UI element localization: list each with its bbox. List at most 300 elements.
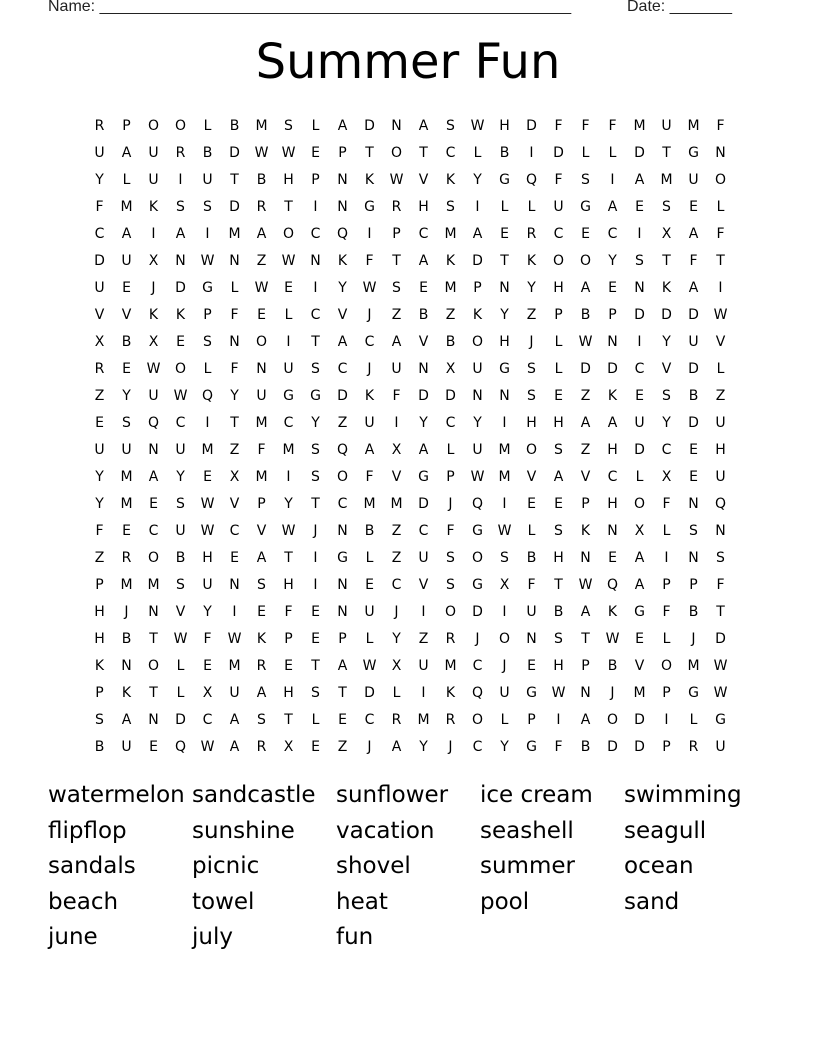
grid-letter: F: [230, 360, 239, 377]
grid-letter: B: [202, 144, 213, 161]
grid-letter: B: [580, 306, 591, 323]
grid-letter: M: [498, 468, 511, 485]
grid-letter: G: [688, 684, 699, 701]
grid-letter: N: [580, 684, 591, 701]
grid-letter: X: [661, 225, 672, 242]
grid-letter: E: [419, 279, 428, 296]
grid-letter: U: [661, 117, 672, 134]
word-bank-item: sandals: [48, 853, 136, 880]
grid-letter: Y: [527, 279, 536, 296]
grid-letter: E: [635, 630, 644, 647]
grid-letter: N: [337, 576, 348, 593]
grid-letter: J: [529, 333, 534, 350]
grid-letter: T: [311, 657, 320, 674]
grid-letter: N: [256, 360, 267, 377]
grid-letter: G: [364, 198, 375, 215]
grid-letter: E: [635, 387, 644, 404]
grid-letter: O: [552, 252, 565, 269]
grid-letter: D: [661, 306, 672, 323]
grid-letter: U: [688, 333, 699, 350]
grid-letter: A: [688, 279, 699, 296]
grid-letter: R: [526, 225, 537, 242]
grid-letter: N: [688, 495, 699, 512]
grid-letter: A: [580, 414, 591, 431]
grid-letter: E: [176, 333, 185, 350]
grid-letter: W: [362, 279, 377, 296]
grid-letter: E: [122, 360, 131, 377]
grid-letter: A: [391, 333, 402, 350]
grid-letter: F: [554, 117, 563, 134]
grid-letter: X: [229, 468, 240, 485]
grid-letter: N: [499, 387, 510, 404]
grid-letter: M: [417, 711, 430, 728]
grid-letter: W: [254, 144, 269, 161]
grid-letter: P: [338, 144, 347, 161]
grid-letter: W: [281, 252, 296, 269]
grid-letter: O: [336, 468, 349, 485]
grid-letter: L: [662, 522, 671, 539]
grid-letter: A: [580, 711, 591, 728]
grid-letter: F: [608, 117, 617, 134]
grid-letter: A: [337, 333, 348, 350]
grid-letter: N: [391, 117, 402, 134]
grid-letter: I: [556, 711, 561, 728]
grid-letter: Z: [580, 387, 591, 404]
grid-letter: M: [147, 576, 160, 593]
grid-letter: M: [363, 495, 376, 512]
grid-letter: U: [472, 441, 483, 458]
grid-letter: X: [202, 684, 213, 701]
grid-letter: O: [633, 495, 646, 512]
grid-letter: K: [175, 306, 186, 323]
grid-letter: A: [391, 738, 402, 755]
grid-letter: K: [445, 252, 456, 269]
grid-letter: U: [634, 414, 645, 431]
grid-letter: E: [284, 657, 293, 674]
grid-letter: Y: [662, 333, 671, 350]
grid-letter: V: [175, 603, 186, 620]
grid-letter: D: [364, 684, 375, 701]
grid-letter: I: [637, 333, 642, 350]
grid-letter: S: [446, 198, 455, 215]
grid-letter: E: [257, 603, 266, 620]
grid-letter: V: [418, 333, 429, 350]
grid-letter: Y: [176, 468, 185, 485]
grid-letter: M: [228, 225, 241, 242]
grid-letter: M: [120, 495, 133, 512]
grid-letter: F: [581, 117, 590, 134]
grid-letter: K: [661, 279, 672, 296]
grid-letter: B: [607, 657, 618, 674]
grid-letter: I: [718, 279, 723, 296]
grid-letter: M: [120, 468, 133, 485]
grid-letter: N: [634, 279, 645, 296]
grid-letter: T: [338, 684, 347, 701]
grid-letter: E: [689, 198, 698, 215]
grid-letter: A: [121, 144, 132, 161]
grid-letter: N: [337, 603, 348, 620]
grid-letter: Q: [336, 225, 349, 242]
grid-letter: L: [176, 657, 185, 674]
grid-letter: N: [148, 441, 159, 458]
grid-letter: R: [94, 117, 105, 134]
grid-letter: F: [554, 738, 563, 755]
grid-letter: H: [499, 333, 510, 350]
grid-letter: T: [554, 576, 563, 593]
grid-letter: W: [497, 522, 512, 539]
grid-letter: A: [634, 549, 645, 566]
grid-letter: S: [716, 549, 725, 566]
grid-letter: R: [256, 738, 267, 755]
grid-letter: E: [257, 306, 266, 323]
grid-letter: F: [446, 522, 455, 539]
grid-letter: D: [553, 144, 564, 161]
grid-letter: Y: [500, 306, 509, 323]
grid-letter: M: [255, 117, 268, 134]
grid-letter: W: [551, 684, 566, 701]
grid-letter: B: [121, 630, 132, 647]
grid-letter: M: [120, 576, 133, 593]
grid-letter: I: [664, 549, 669, 566]
grid-letter: A: [553, 468, 564, 485]
grid-letter: C: [634, 360, 645, 377]
grid-letter: B: [445, 333, 456, 350]
grid-letter: O: [174, 360, 187, 377]
grid-letter: R: [94, 360, 105, 377]
grid-letter: I: [286, 468, 291, 485]
grid-letter: X: [391, 657, 402, 674]
grid-letter: J: [610, 684, 615, 701]
grid-letter: U: [715, 738, 726, 755]
grid-letter: M: [633, 684, 646, 701]
grid-letter: C: [337, 360, 348, 377]
grid-letter: A: [337, 117, 348, 134]
grid-letter: Y: [662, 414, 671, 431]
grid-letter: P: [527, 711, 536, 728]
grid-letter: L: [284, 306, 293, 323]
grid-letter: S: [311, 684, 320, 701]
grid-letter: T: [230, 171, 239, 188]
grid-letter: R: [391, 198, 402, 215]
grid-letter: D: [634, 738, 645, 755]
word-bank-item: watermelon: [48, 782, 185, 808]
grid-letter: B: [688, 603, 699, 620]
grid-letter: Y: [311, 414, 320, 431]
word-search-grid: [86, 112, 734, 760]
grid-letter: P: [581, 495, 590, 512]
grid-letter: Y: [473, 414, 482, 431]
grid-letter: V: [337, 306, 348, 323]
grid-letter: E: [527, 657, 536, 674]
grid-letter: V: [580, 468, 591, 485]
grid-letter: W: [578, 333, 593, 350]
grid-letter: X: [94, 333, 105, 350]
page-title: Summer Fun: [255, 34, 561, 90]
grid-letter: J: [691, 630, 696, 647]
grid-letter: I: [637, 225, 642, 242]
grid-letter: W: [146, 360, 161, 377]
grid-letter: D: [229, 198, 240, 215]
grid-letter: K: [526, 252, 537, 269]
grid-letter: Z: [391, 549, 402, 566]
grid-letter: M: [255, 468, 268, 485]
grid-letter: X: [283, 738, 294, 755]
grid-letter: O: [390, 144, 403, 161]
grid-letter: Z: [94, 549, 105, 566]
grid-letter: B: [175, 549, 186, 566]
grid-letter: J: [367, 360, 372, 377]
grid-letter: O: [471, 711, 484, 728]
grid-letter: L: [500, 198, 509, 215]
grid-letter: M: [201, 441, 214, 458]
grid-letter: D: [445, 387, 456, 404]
grid-letter: C: [202, 711, 213, 728]
grid-letter: S: [203, 198, 212, 215]
grid-letter: G: [337, 549, 348, 566]
grid-letter: Z: [445, 306, 456, 323]
grid-letter: S: [446, 549, 455, 566]
grid-letter: I: [232, 603, 237, 620]
grid-letter: F: [689, 252, 698, 269]
grid-letter: S: [176, 576, 185, 593]
grid-letter: A: [472, 225, 483, 242]
grid-letter: S: [554, 630, 563, 647]
grid-letter: H: [553, 549, 564, 566]
grid-letter: U: [121, 738, 132, 755]
grid-letter: H: [715, 441, 726, 458]
grid-letter: Z: [580, 441, 591, 458]
grid-letter: U: [175, 522, 186, 539]
grid-letter: U: [472, 360, 483, 377]
word-bank-item: flipflop: [48, 817, 127, 844]
grid-letter: I: [475, 198, 480, 215]
grid-letter: O: [471, 333, 484, 350]
grid-letter: O: [147, 657, 160, 674]
grid-letter: U: [175, 441, 186, 458]
grid-letter: C: [418, 225, 429, 242]
grid-letter: Q: [471, 684, 484, 701]
grid-letter: T: [392, 252, 401, 269]
grid-letter: T: [284, 711, 293, 728]
grid-letter: H: [94, 630, 105, 647]
grid-letter: I: [286, 333, 291, 350]
word-bank-item: swimming: [624, 782, 742, 808]
grid-letter: I: [664, 711, 669, 728]
grid-letter: I: [394, 414, 399, 431]
grid-letter: O: [147, 117, 160, 134]
grid-letter: D: [175, 711, 186, 728]
grid-letter: Y: [95, 468, 104, 485]
grid-letter: D: [634, 144, 645, 161]
grid-letter: G: [499, 171, 510, 188]
grid-letter: L: [311, 711, 320, 728]
grid-letter: Y: [608, 252, 617, 269]
grid-letter: D: [688, 414, 699, 431]
grid-letter: E: [527, 495, 536, 512]
grid-letter: A: [229, 738, 240, 755]
grid-letter: J: [367, 738, 372, 755]
grid-letter: E: [581, 225, 590, 242]
grid-letter: H: [94, 603, 105, 620]
grid-letter: Q: [201, 387, 214, 404]
grid-letter: Q: [606, 576, 619, 593]
grid-letter: F: [662, 495, 671, 512]
grid-letter: M: [228, 657, 241, 674]
grid-letter: W: [713, 684, 728, 701]
grid-letter: E: [365, 576, 374, 593]
grid-letter: T: [311, 333, 320, 350]
grid-letter: P: [662, 684, 671, 701]
grid-letter: V: [256, 522, 267, 539]
grid-letter: K: [148, 198, 159, 215]
grid-letter: C: [445, 414, 456, 431]
grid-letter: O: [282, 225, 295, 242]
grid-letter: D: [337, 387, 348, 404]
grid-letter: Z: [229, 441, 240, 458]
grid-letter: A: [607, 414, 618, 431]
grid-letter: W: [173, 387, 188, 404]
grid-letter: L: [527, 198, 536, 215]
grid-letter: F: [230, 306, 239, 323]
grid-letter: N: [121, 657, 132, 674]
grid-letter: G: [688, 144, 699, 161]
grid-letter: X: [661, 468, 672, 485]
grid-letter: F: [662, 603, 671, 620]
grid-letter: V: [526, 468, 537, 485]
grid-letter: T: [716, 603, 725, 620]
grid-letter: P: [608, 306, 617, 323]
grid-letter: C: [472, 738, 483, 755]
grid-letter: C: [418, 522, 429, 539]
grid-letter: A: [337, 657, 348, 674]
grid-letter: K: [256, 630, 267, 647]
grid-letter: S: [662, 387, 671, 404]
grid-letter: I: [421, 684, 426, 701]
grid-letter: S: [554, 441, 563, 458]
grid-letter: U: [202, 576, 213, 593]
grid-letter: N: [580, 549, 591, 566]
grid-letter: A: [418, 252, 429, 269]
grid-letter: U: [256, 387, 267, 404]
grid-letter: E: [203, 657, 212, 674]
grid-letter: M: [255, 414, 268, 431]
grid-letter: U: [94, 144, 105, 161]
grid-letter: V: [634, 657, 645, 674]
grid-letter: J: [394, 603, 399, 620]
grid-letter: K: [364, 171, 375, 188]
grid-letter: F: [365, 252, 374, 269]
word-bank-item: seagull: [624, 817, 707, 844]
grid-letter: G: [472, 522, 483, 539]
date-field: Date: _______: [627, 0, 732, 15]
grid-letter: B: [580, 738, 591, 755]
grid-letter: D: [229, 144, 240, 161]
grid-letter: L: [554, 360, 563, 377]
grid-letter: V: [94, 306, 105, 323]
grid-letter: S: [122, 414, 131, 431]
grid-letter: W: [470, 468, 485, 485]
grid-letter: P: [446, 468, 455, 485]
grid-letter: H: [607, 441, 618, 458]
grid-letter: R: [445, 630, 456, 647]
grid-letter: H: [607, 495, 618, 512]
grid-letter: N: [148, 603, 159, 620]
grid-letter: T: [662, 144, 671, 161]
grid-letter: P: [122, 117, 131, 134]
grid-letter: A: [256, 225, 267, 242]
grid-letter: O: [471, 549, 484, 566]
grid-letter: M: [633, 117, 646, 134]
grid-letter: A: [418, 117, 429, 134]
grid-letter: H: [283, 684, 294, 701]
grid-letter: L: [203, 360, 212, 377]
word-bank-item: ice cream: [480, 782, 593, 808]
grid-letter: O: [714, 171, 727, 188]
grid-letter: T: [662, 252, 671, 269]
grid-letter: U: [148, 171, 159, 188]
grid-letter: D: [472, 252, 483, 269]
grid-letter: N: [715, 522, 726, 539]
grid-letter: I: [610, 171, 615, 188]
grid-letter: K: [472, 306, 483, 323]
grid-letter: L: [176, 684, 185, 701]
grid-letter: W: [200, 495, 215, 512]
grid-letter: N: [418, 360, 429, 377]
grid-letter: U: [418, 657, 429, 674]
grid-letter: D: [688, 360, 699, 377]
grid-letter: W: [227, 630, 242, 647]
grid-letter: I: [421, 603, 426, 620]
grid-letter: F: [716, 117, 725, 134]
grid-letter: F: [257, 441, 266, 458]
grid-letter: W: [578, 576, 593, 593]
grid-letter: V: [391, 468, 402, 485]
grid-letter: E: [635, 198, 644, 215]
grid-letter: L: [527, 522, 536, 539]
grid-letter: B: [526, 549, 537, 566]
grid-letter: C: [553, 225, 564, 242]
grid-letter: U: [229, 684, 240, 701]
grid-letter: L: [500, 711, 509, 728]
grid-letter: A: [607, 198, 618, 215]
grid-letter: X: [634, 522, 645, 539]
grid-letter: H: [283, 171, 294, 188]
grid-letter: B: [688, 387, 699, 404]
grid-letter: A: [148, 468, 159, 485]
grid-letter: N: [229, 576, 240, 593]
grid-letter: K: [607, 387, 618, 404]
grid-letter: D: [580, 360, 591, 377]
grid-letter: E: [608, 279, 617, 296]
grid-letter: Q: [336, 441, 349, 458]
grid-letter: A: [634, 576, 645, 593]
grid-letter: B: [121, 333, 132, 350]
grid-letter: L: [122, 171, 131, 188]
grid-letter: Y: [122, 387, 131, 404]
grid-letter: D: [688, 306, 699, 323]
grid-letter: B: [553, 603, 564, 620]
grid-letter: G: [499, 360, 510, 377]
grid-letter: F: [95, 198, 104, 215]
word-bank-item: june: [48, 924, 98, 951]
grid-letter: H: [202, 549, 213, 566]
grid-letter: R: [445, 711, 456, 728]
word-bank-item: shovel: [336, 853, 411, 880]
grid-letter: Z: [337, 414, 348, 431]
grid-letter: T: [716, 252, 725, 269]
grid-letter: K: [364, 387, 375, 404]
grid-letter: F: [527, 576, 536, 593]
